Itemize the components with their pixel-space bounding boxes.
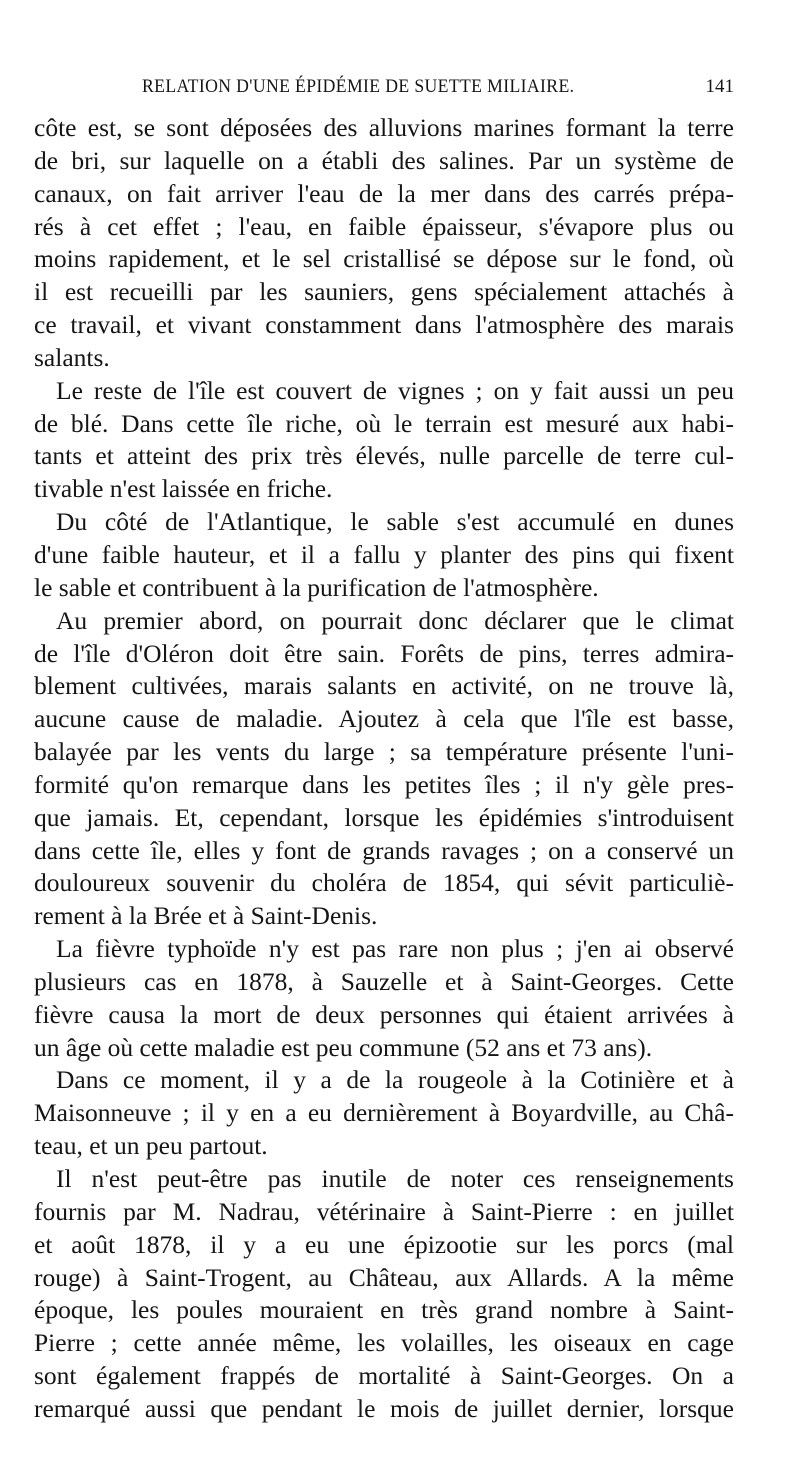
text-line: Au premier abord, on pourrait donc déclarer que le climat — [56, 605, 734, 635]
text-line: teau, et un peu partout. — [34, 1131, 268, 1161]
text-line: plusieurs cas en 1878, à Sauzelle et à Saint-Georges. Cette — [34, 966, 734, 996]
text-line: balayée par les vents du large ; sa température présente l'uni- — [34, 737, 734, 767]
body-text — [34, 112, 734, 1426]
text-line: tivable n'est laissée en friche. — [34, 474, 333, 504]
text-line: et août 1878, il y a eu une épizootie sur les porcs (mal — [34, 1229, 734, 1259]
text-line: remarqué aussi que pendant le mois de juillet dernier, lorsque — [34, 1393, 734, 1423]
text-line: blement cultivées, marais salants en activité, on ne trouve là, — [34, 671, 734, 701]
text-line: de bri, sur laquelle on a établi des salines. Par un système de — [34, 145, 734, 175]
text-line: aucune cause de maladie. Ajoutez à cela que l'île est basse, — [34, 704, 734, 734]
text-line: tants et atteint des prix très élevés, nulle parcelle de terre cul- — [34, 441, 734, 471]
text-line: sont également frappés de mortalité à Saint-Georges. On a — [34, 1361, 734, 1391]
text-line: côte est, se sont déposées des alluvions marines formant la terre — [34, 113, 734, 142]
text-line: Du côté de l'Atlantique, le sable s'est accumulé en dunes — [56, 507, 734, 537]
text-line: fournis par M. Nadrau, vétérinaire à Saint-Pierre : en juillet — [34, 1196, 734, 1226]
text-line: moins rapidement, et le sel cristallisé se dépose sur le fond, où — [34, 244, 734, 274]
text-line: Le reste de l'île est couvert de vignes ; on y fait aussi un peu — [56, 375, 734, 405]
text-line: Pierre ; cette année même, les volailles, les oiseaux en cage — [34, 1328, 734, 1358]
text-line: d'une faible hauteur, et il a fallu y planter des pins qui fixent — [34, 539, 734, 569]
text-line: rouge) à Saint-Trogent, au Château, aux Allards. A la même — [34, 1262, 734, 1292]
page-number: 141 — [705, 76, 734, 97]
running-title: RELATION D'UNE ÉPIDÉMIE DE SUETTE MILIAIRE. — [142, 76, 575, 97]
text-line: douloureux souvenir du choléra de 1854, qui sévit particuliè- — [34, 868, 734, 898]
text-line: salants. — [34, 342, 110, 372]
text-line: un âge où cette maladie est peu commune (52 ans et 73 ans). — [34, 1032, 653, 1062]
text-line: le sable et contribuent à la purification de l'atmosphère. — [34, 572, 599, 602]
text-line: rement à la Brée et à Saint-Denis. — [34, 901, 378, 931]
text-line: fièvre causa la mort de deux personnes qui étaient arrivées à — [34, 999, 734, 1029]
text-line: que jamais. Et, cependant, lorsque les épidémies s'introduisent — [34, 802, 734, 832]
text-line: canaux, on fait arriver l'eau de la mer dans des carrés prépa- — [34, 178, 734, 208]
text-line: Maisonneuve ; il y en a eu dernièrement à Boyardville, au Châ- — [34, 1098, 734, 1128]
text-line: de l'île d'Oléron doit être sain. Forêts de pins, terres admira- — [34, 638, 734, 668]
text-line: ce travail, et vivant constamment dans l'atmosphère des marais — [34, 310, 734, 340]
text-line: époque, les poules mouraient en très grand nombre à Saint- — [34, 1295, 734, 1325]
running-head — [34, 76, 734, 104]
text-line: formité qu'on remarque dans les petites îles ; il n'y gèle pres- — [34, 769, 734, 799]
text-line: Il n'est peut-être pas inutile de noter ces renseignements — [56, 1164, 734, 1193]
text-line: La fièvre typhoïde n'y est pas rare non plus ; j'en ai observé — [56, 934, 734, 964]
text-line: dans cette île, elles y font de grands ravages ; on a conservé un — [34, 835, 734, 865]
text-line: de blé. Dans cette île riche, où le terrain est mesuré aux habi- — [34, 408, 734, 438]
text-line: il est recueilli par les sauniers, gens spécialement attachés à — [34, 277, 734, 307]
text-line: Dans ce moment, il y a de la rougeole à la Cotinière et à — [56, 1065, 734, 1095]
text-line: rés à cet effet ; l'eau, en faible épaisseur, s'évapore plus ou — [34, 211, 734, 241]
